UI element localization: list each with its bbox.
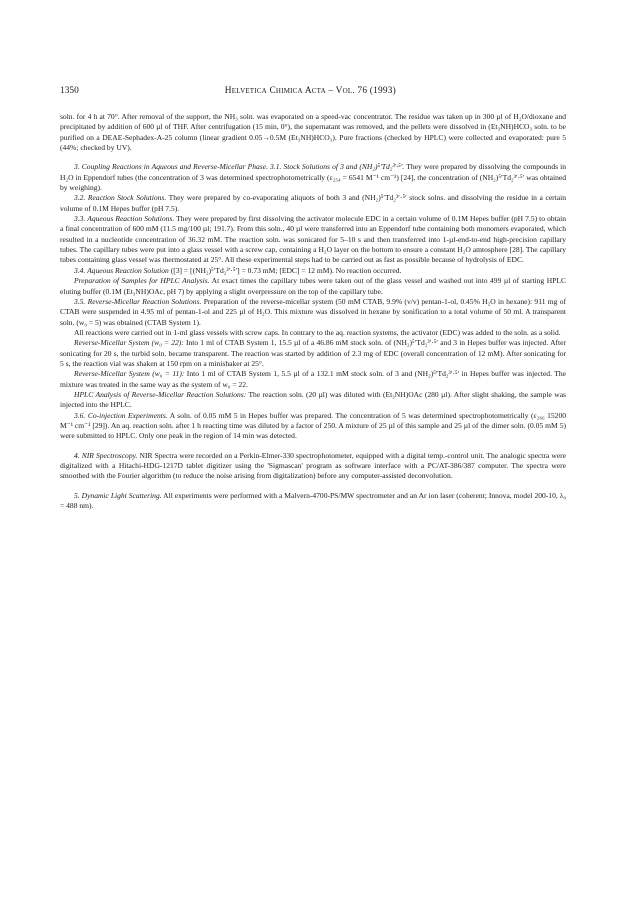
paragraph-lead: HPLC Analysis of Reverse-Micellar Reaction Solutions: [74,389,247,399]
paragraph-0 [60,112,566,153]
paragraph-text: They were prepared by dissolving the compounds in H₂O in Eppendorf tubes (the concentration of 3 was determined spectrophotometrically (ε₂₅₄ = 6541 M⁻¹ cm⁻¹) [24], the concentration of (NH₂)⁵′Td₂³′·⁵′ was obtained by weighing). [60,162,566,193]
paragraph-text: Into 1 ml of CTAB System 1, 5.5 µl of a 132.1 mM stock soln. of 3 and (NH₂)⁵′Td₂³′·⁵′ in Hepes buffer was injected. The mixture was treated in the same way as the system of w₀ = 22. [60,369,567,389]
paragraph-text: At exact times the capillary tubes were taken out of the glass vessel and washed out into 499 µl of starting HPLC eluting buffer (0.1M (Et₃NH)OAc, pH 7) by applying a slight overpressure on the top of the capillary tube. [60,276,566,296]
paragraph-6 [60,297,566,328]
paragraph-10 [60,390,566,411]
paragraph-1 [60,162,566,193]
paragraph-lead: 3.5. Reverse-Micellar Reaction Solutions. [74,296,202,306]
page-body [60,86,566,511]
paragraph-9 [60,369,566,390]
paragraph-text: ([3] = [(NH₂)⁵′Td₂³′·⁵′] = 0.73 mM; [EDC] = 12 mM). No reaction occurred. [168,265,402,275]
paragraph-text: They were prepared by first dissolving the activator molecule EDC in a certain volume of 0.1M Hepes buffer (pH 7.5) to obtain a final concentration of 600 mM (11.5 mg/100 µl; 191.7). From this soln., 40 µl were transferred into an Eppendorf tube containing both monomers evaporated, which resulted in a nucleotide concentration of 36.32 mM. The reaction soln. was sonicated for 5–10 s and then transferred into 1-µl-end-to-end high-precision capillary tubes. The capillary tubes were put into a glass vessel with a screw cap, containing a H₂O layer on the bottom to ensure a constant H₂O amtosphere [28]. The capillary tubes containing glass vessel was thermostated at 25°. All these experimental steps had to be carried out as fast as possible because of hydrolysis of EDC. [60,214,567,265]
paragraph-text: A soln. of 0.05 mM 5 in Hepes buffer was prepared. The concentration of 5 was determined spectrophotometrically (ε₂₆₀ 15200 M⁻¹ cm⁻¹ [29]). An aq. reaction soln. after 1 h reacting time was diluted by a factor of 250. A mixture of 25 µl of this sample and 25 µl of the dimer soln. (0.05 mM 5) were submitted to HPLC. Only one peak in the region of 14 min was detected. [60,410,566,441]
paragraph-11 [60,411,566,442]
paragraph-lead: 4. NIR Spectroscopy. [74,450,138,460]
paragraph-4 [60,266,566,276]
paragraph-lead: 3.2. Reaction Stock Solutions. [74,193,167,203]
paragraph-lead: Reverse-Micellar System (w₀ = 11): [74,369,185,379]
page-number: 1350 [60,86,79,96]
paragraph-lead: 3.6. Co-injection Experiments. [74,410,168,420]
paragraph-text: soln. for 4 h at 70°. After removal of the support, the NH₃ soln. was evaporated on a speed-vac concentrator. The residue was taken up in 300 µl of H₂O/dioxane and precipitated by addition of 600 µl of THF. After centrifugation (15 min, 0°), the supernatant was removed, and the pellets were dissolved in (Et₃NH)HCO₃ soln. to be purified on a DEAE-Sephadex-A-25 column (linear gradient 0.05→0.5M (Et₃NH)HCO₃). Pure fractions (checked by HPLC) were collected and evaporated: pure 5 (44%; checked by UV). [60,112,566,153]
paragraph-text: All reactions were carried out in 1-ml glass vessels with screw caps. In contrary to the aq. reaction systems, the activator (EDC) was added to the soln. as a solid. [74,327,561,337]
paragraph-13 [60,491,566,512]
paragraph-5 [60,276,566,297]
paragraph-lead: 3.4. Aqueous Reaction Solution [74,265,169,275]
journal-title: Helvetica Chimica Acta – Vol. 76 (1993) [224,86,396,96]
paragraph-7 [60,328,566,338]
paragraph-3 [60,214,566,266]
paragraph-text: The reaction soln. (20 µl) was diluted with (Et₃NH)OAc (280 µl). After slight shaking, the sample was injected into the HPLC. [60,389,566,410]
paragraph-text: They were prepared by co-evaporating aliquots of both 3 and (NH₂)⁵′Td₂³′·⁵′ stock solns. and dissolving the residue in a certain volume of 0.1M Hepes buffer (pH 7.5). [60,193,567,213]
paragraph-lead: 3.3. Aqueous Reaction Solutions. [74,214,175,224]
paragraph-lead: 3. Coupling Reactions in Aqueous and Reverse-Micellar Phase. 3.1. Stock Solutions of 3 and (NH₂)⁵′Td₂³′·⁵′. [74,162,405,172]
paragraph-2 [60,193,566,214]
running-header [60,86,566,96]
paragraph-12 [60,451,566,482]
header-spacer [542,86,566,96]
paragraph-text: All experiments were performed with a Malvern-4700-PS/MW spectrometer and an Ar ion laser (coherent; Innova, model 200-10, λ₀ = 488 nm). [60,490,566,511]
paragraph-lead: 5. Dynamic Light Scattering. [74,490,162,500]
paragraph-lead: Preparation of Samples for HPLC Analysis. [74,276,210,286]
paragraph-text: Into 1 ml of CTAB System 1, 15.5 µl of a 46.86 mM stock soln. of (NH₂)⁵′Td₂³′·⁵′ and 3 in Hepes buffer was injected. After sonicating for 20 s, the turbid soln. became transparent. The reaction was started by addition of 2.3 mg of EDC (overall concentration of 12 mM). After sonicating for 5 s, the reaction vial was shaken at 150 rpm on a minishaker at 25°. [60,338,566,368]
paragraph-8 [60,338,566,369]
paragraph-lead: Reverse-Micellar System (w₀ = 22): [74,338,184,348]
paragraph-text: NIR Spectra were recorded on a Perkin-Elmer-330 spectrophotometer, equipped with a digital temp.-control unit. The analogic spectra were digitalized with a Hitachi-HDG-1217D tablet digitizer using the 'Sigmascan' program as software interface with a PC/AT-386/387 computer. The spectra were smoothed with the Fourier algorithm (to reduce the noise arising from digitalization) before any computer-assisted deconvolution. [60,450,566,481]
paragraph-text: Preparation of the reverse-micellar system (50 mM CTAB, 9.9% (v/v) pentan-1-ol, 0.45% H₂O in hexane): 911 mg of CTAB were suspended in 4.95 ml of pentan-1-ol and 225 µl of H₂O. This mixture was dissolved in hexane by sonification to a total volume of 50 ml. A transparent soln. (w₀ = 5) was obtained (CTAB System 1). [60,296,566,327]
